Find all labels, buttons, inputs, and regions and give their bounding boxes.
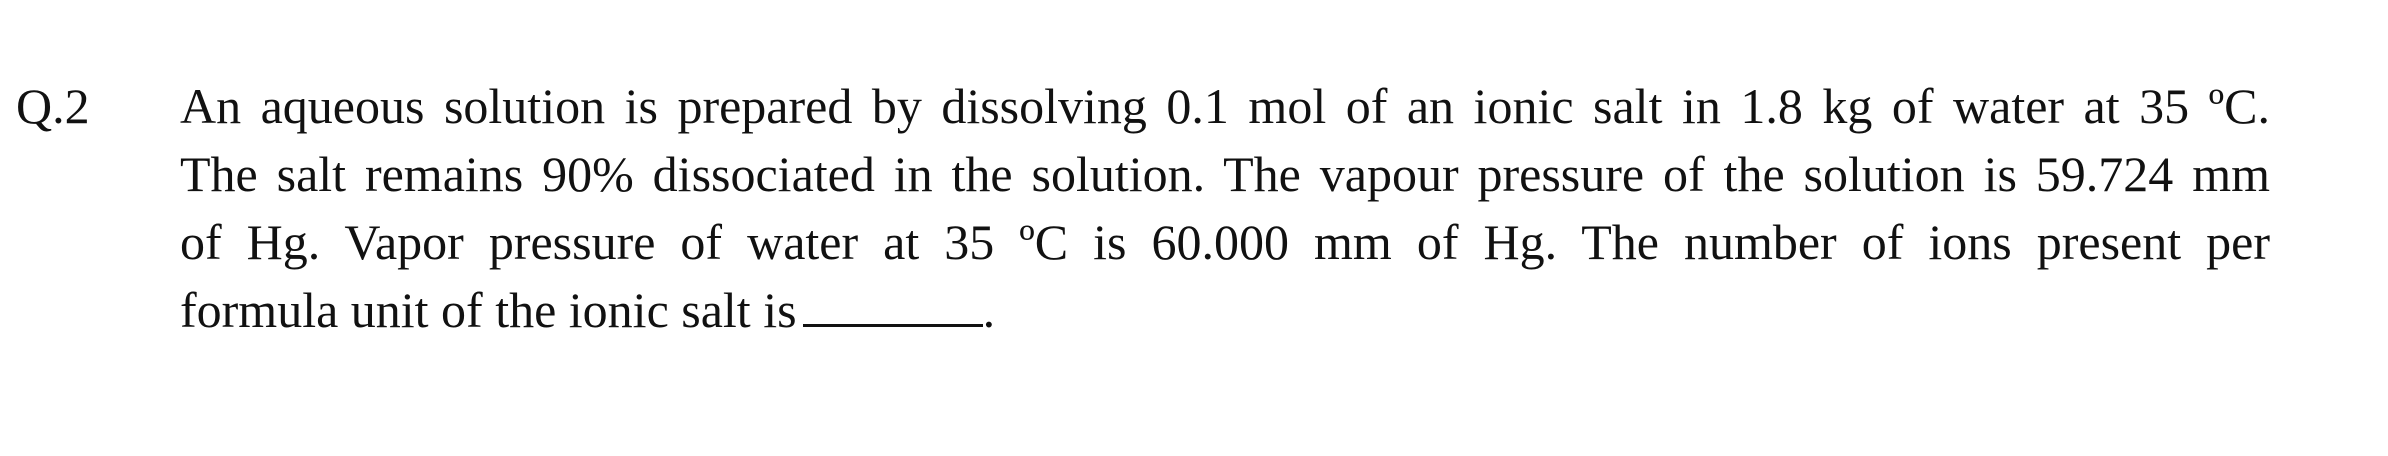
answer-blank[interactable] (803, 282, 983, 327)
question-number: Q.2 (16, 78, 90, 134)
question-text (180, 72, 2270, 344)
question-line-4-text: formula unit of the ionic salt is (180, 282, 797, 338)
question-line-4 (180, 276, 2270, 344)
question-line-3: of Hg. Vapor pressure of water at 35 ºC is 60.000 mm of Hg. The number of ions present per (180, 214, 2270, 270)
question-line-1: An aqueous solution is prepared by dissolving 0.1 mol of an ionic salt in 1.8 kg of water at 35 ºC. (180, 78, 2270, 134)
question-line-2: The salt remains 90% dissociated in the solution. The vapour pressure of the solution is 59.724 mm (180, 146, 2270, 202)
end-punctuation: . (982, 282, 996, 338)
